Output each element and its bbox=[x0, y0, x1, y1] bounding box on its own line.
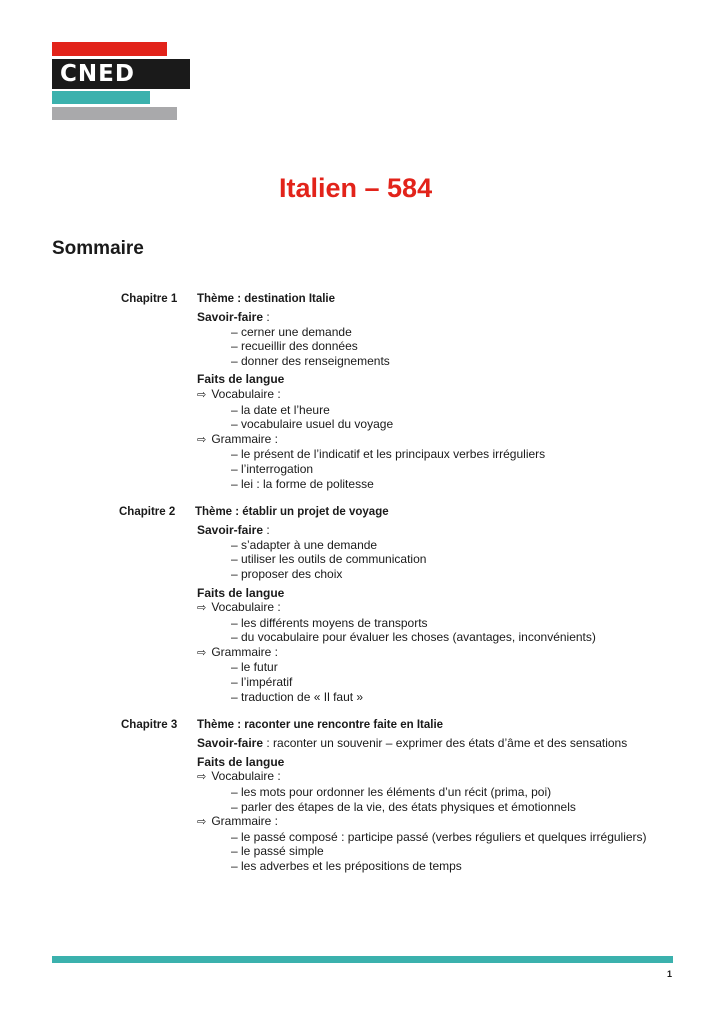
savoir-faire-label: Savoir-faire bbox=[197, 736, 264, 751]
page-number: 1 bbox=[666, 969, 672, 979]
grammaire-line bbox=[197, 814, 725, 830]
chapter-label: Chapitre 2 bbox=[119, 506, 176, 519]
list-item: – les adverbes et les prépositions de temps bbox=[231, 859, 462, 873]
grammaire-label: Grammaire : bbox=[211, 644, 279, 659]
list-item: – les mots pour ordonner les éléments d’un récit (prima, poi) bbox=[231, 785, 552, 800]
list-item: – s’adapter à une demande bbox=[231, 537, 378, 552]
list-item: – cerner une demande bbox=[231, 324, 352, 339]
faits-de-langue-group bbox=[197, 372, 725, 491]
list-item: – lei : la forme de politesse bbox=[231, 476, 374, 491]
vocabulaire-line bbox=[197, 769, 725, 785]
savoir-faire-group bbox=[197, 736, 725, 751]
footer-teal-bar bbox=[52, 956, 673, 963]
grammaire-label: Grammaire : bbox=[211, 814, 279, 829]
list-item: – donner des renseignements bbox=[231, 353, 390, 368]
vocabulaire-label: Vocabulaire : bbox=[211, 769, 281, 784]
vocabulaire-line bbox=[197, 387, 725, 403]
right-arrow-outline-icon: ⇨ bbox=[197, 771, 207, 784]
list-item: – le passé simple bbox=[231, 844, 324, 859]
summary-heading: Sommaire bbox=[52, 238, 144, 259]
cned-logo bbox=[52, 42, 192, 122]
savoir-faire-label: Savoir-faire bbox=[197, 310, 264, 324]
list-item: – recueillir des données bbox=[231, 339, 358, 354]
chapter-label: Chapitre 1 bbox=[121, 293, 178, 305]
savoir-faire-inline: : raconter un souvenir – exprimer des états d’âme et des sensations bbox=[263, 736, 628, 751]
faits-de-langue-group bbox=[197, 586, 725, 705]
logo-red-bar bbox=[52, 42, 167, 56]
savoir-faire-colon: : bbox=[263, 310, 270, 324]
table-of-contents bbox=[0, 292, 725, 888]
chapter-1 bbox=[0, 292, 725, 491]
grammaire-line bbox=[197, 645, 725, 661]
right-arrow-outline-icon: ⇨ bbox=[197, 816, 207, 829]
vocabulaire-label: Vocabulaire : bbox=[211, 600, 281, 615]
list-item: – utiliser les outils de communication bbox=[231, 552, 427, 567]
right-arrow-outline-icon: ⇨ bbox=[197, 646, 207, 659]
logo-grey-bar bbox=[52, 107, 177, 120]
list-item: – traduction de « Il faut » bbox=[231, 689, 364, 704]
vocabulaire-line bbox=[197, 600, 725, 616]
list-item: – proposer des choix bbox=[231, 566, 343, 581]
list-item: – parler des étapes de la vie, des états physiques et émotionnels bbox=[231, 799, 576, 814]
vocabulaire-label: Vocabulaire : bbox=[211, 386, 281, 401]
list-item: – le passé composé : participe passé (verbes réguliers et quelques irréguliers) bbox=[231, 829, 647, 844]
right-arrow-outline-icon: ⇨ bbox=[197, 388, 207, 401]
faits-de-langue-label: Faits de langue bbox=[197, 754, 285, 769]
list-item: – le présent de l’indicatif et les principaux verbes irréguliers bbox=[231, 447, 546, 462]
chapter-3 bbox=[0, 718, 725, 873]
right-arrow-outline-icon: ⇨ bbox=[197, 602, 207, 615]
savoir-faire-group bbox=[197, 310, 725, 368]
list-item: – l’interrogation bbox=[231, 461, 314, 476]
right-arrow-outline-icon: ⇨ bbox=[197, 433, 207, 446]
list-item: – le futur bbox=[231, 660, 278, 675]
chapter-theme: Thème : raconter une rencontre faite en Italie bbox=[197, 719, 444, 732]
list-item: – les différents moyens de transports bbox=[231, 615, 428, 630]
chapter-2 bbox=[0, 505, 725, 704]
document-title: Italien – 584 bbox=[279, 173, 433, 203]
grammaire-label: Grammaire : bbox=[211, 431, 279, 446]
chapter-theme: Thème : destination Italie bbox=[197, 293, 336, 305]
faits-de-langue-label: Faits de langue bbox=[197, 372, 285, 387]
savoir-faire-colon: : bbox=[263, 523, 270, 538]
logo-teal-bar bbox=[52, 91, 150, 104]
savoir-faire-group bbox=[197, 523, 725, 581]
list-item: – du vocabulaire pour évaluer les choses (avantages, inconvénients) bbox=[231, 630, 596, 645]
chapter-body bbox=[197, 718, 725, 873]
faits-de-langue-group bbox=[197, 755, 725, 874]
chapter-body bbox=[197, 292, 725, 491]
chapter-theme: Thème : établir un projet de voyage bbox=[195, 506, 389, 519]
faits-de-langue-label: Faits de langue bbox=[197, 585, 285, 600]
list-item: – la date et l’heure bbox=[231, 402, 330, 417]
chapter-label: Chapitre 3 bbox=[121, 719, 178, 732]
list-item: – vocabulaire usuel du voyage bbox=[231, 417, 394, 432]
grammaire-line bbox=[197, 432, 725, 448]
list-item: – l’impératif bbox=[231, 675, 293, 690]
chapter-body bbox=[195, 505, 725, 704]
savoir-faire-label: Savoir-faire bbox=[197, 523, 264, 538]
logo-text: CNED bbox=[60, 61, 135, 87]
